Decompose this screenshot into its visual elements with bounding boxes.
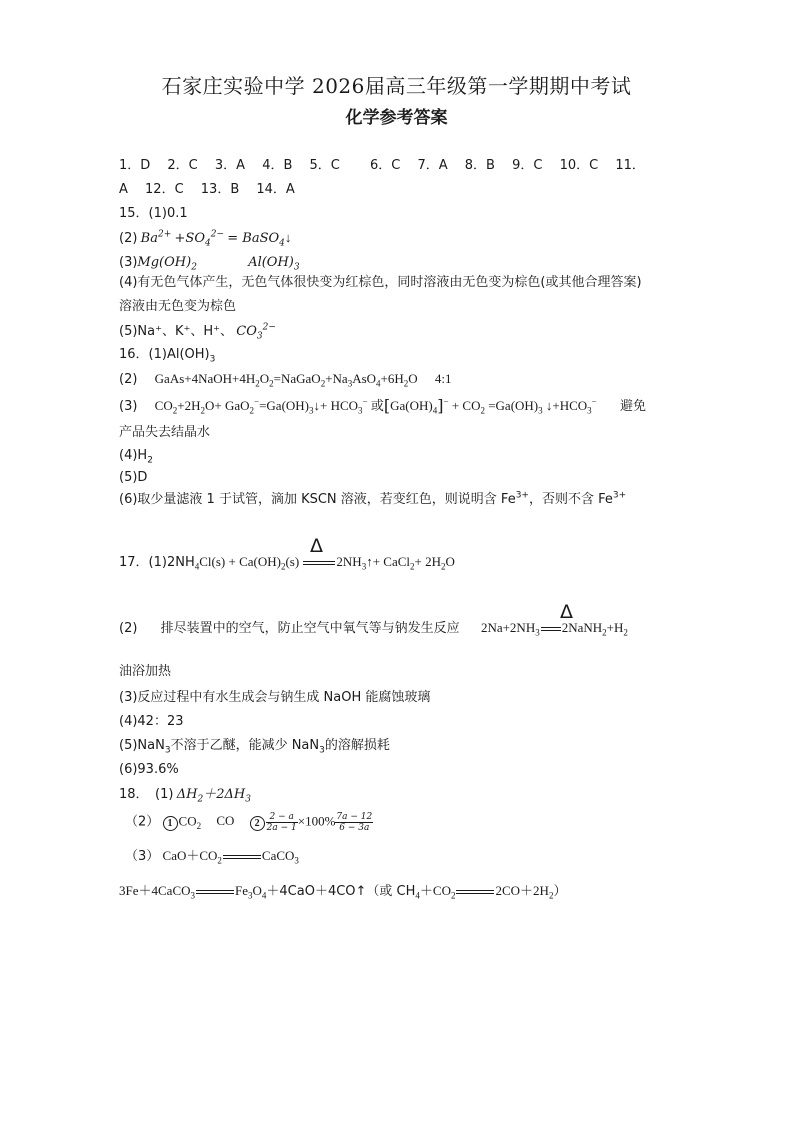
equals-sign xyxy=(456,890,494,894)
q16-part3-line2: 产品失去结晶水 xyxy=(119,425,211,440)
circled-number-1: 1 xyxy=(163,816,178,831)
q16-part1: 16．$(1)Al(OH)_3$ xyxy=(119,347,216,365)
q16-part6: (6)取少量滤液 1 于试管，滴加 KSCN 溶液，若变红色，则说明含 $Fe^{3+}$，否则不含 $Fe^{3+}$ xyxy=(119,490,627,507)
circled-number-2: 2 xyxy=(250,816,265,831)
q15-part4: (4)有无色气体产生，无色气体很快变为红棕色，同时溶液由无色变为棕色(或其他合理答案) xyxy=(119,275,642,290)
q16-part2: (2) $GaAs+4NaOH+4H_2O_2=NaGaO_2+Na_3AsO_4+6H_2O$ 4:1 xyxy=(119,371,452,389)
q17-part1: 17．$(1)2NH_4Cl(s) + Ca(OH)_2(s)$ $2NH_3↑+$ CaCl$_2$+ $2H_2O$ xyxy=(119,554,455,572)
mc-answers-line-1: 1．D 2．C 3．A 4．B 5．C 6．C 7．A 8．B 9．C 10．C 11． xyxy=(119,158,645,173)
q16-part3: (3) $CO_2+2H_2O+$ $GaO_2^-=Ga(OH)_3↓+ HCO_3^-$ 或$[Ga(OH)_4]^- + CO_2 =Ga(OH)_3$ $↓+HCO_3^-$ 避免 xyxy=(119,396,647,416)
heating-delta-symbol-2: Δ xyxy=(560,601,573,623)
q15-part4-line2: 溶液由无色变为棕色 xyxy=(119,299,237,314)
q15-part3: $(3)Mg(OH)_2$ $Al(OH)_3$ xyxy=(119,255,300,273)
q18-equation-line: 3Fe＋4CaCO$_3$ $Fe_3O_4+4CaO+4CO↑$（或 $CH_4+CO_2$ $2CO+2H_2$） xyxy=(119,883,567,901)
q16-part4: $(4)H_2$ xyxy=(119,448,153,466)
equals-sign xyxy=(196,890,234,894)
answer-key-subtitle: 化学参考答案 xyxy=(345,108,448,128)
q15-part2: (2) $Ba^{2+} +SO_4^{2-}$ = BaSO$_4$↓ xyxy=(119,229,292,249)
q17-part6: (6)93.6% xyxy=(119,762,179,777)
q17-part3: (3)反应过程中有水生成会与钠生成 NaOH 能腐蚀玻璃 xyxy=(119,690,431,705)
q15-part1: 15．(1)0.1 xyxy=(119,206,188,221)
q15-part5: (5)Na⁺、K⁺、H⁺、 $CO_3^{2-}$ xyxy=(119,322,276,342)
exam-title: 石家庄实验中学 2026届高三年级第一学期期中考试 xyxy=(161,74,632,98)
q16-part5: (5)D xyxy=(119,470,148,485)
mc-answers-line-2: A 12．C 13．B 14．A xyxy=(119,182,295,197)
equals-sign xyxy=(541,627,561,631)
fraction-1: $\frac{2 - a}{2a - 1}$ xyxy=(266,812,297,833)
q17-part4: (4)42：23 xyxy=(119,714,184,729)
heating-delta-symbol-1: Δ xyxy=(310,535,323,557)
equals-sign xyxy=(223,855,261,859)
q17-part2-line2: 油浴加热 xyxy=(119,664,172,679)
q17-part5: (5)NaN$_3$不溶于乙醚，能减少 NaN$_3$的溶解损耗 xyxy=(119,738,390,756)
q18-part1: 18． (1) $\Delta H_2+2\Delta H_3$ xyxy=(119,787,251,805)
q18-part2: （2） 1 $CO_2$ CO 2 $\frac{2 - a}{2a - 1}$ ×100% $\frac{7a - 12}{6 - 3a}$ xyxy=(125,812,373,833)
q18-part3: （3） $CaO+CO_2$ CaCO$_3$ xyxy=(125,848,299,866)
fraction-2: $\frac{7a - 12}{6 - 3a}$ xyxy=(336,812,373,833)
q17-part2: (2) 排尽装置中的空气，防止空气中氧气等与钠发生反应 $2Na+2NH_3$ $2NaNH_2+H_2$ xyxy=(119,620,628,638)
equals-sign xyxy=(303,561,335,565)
